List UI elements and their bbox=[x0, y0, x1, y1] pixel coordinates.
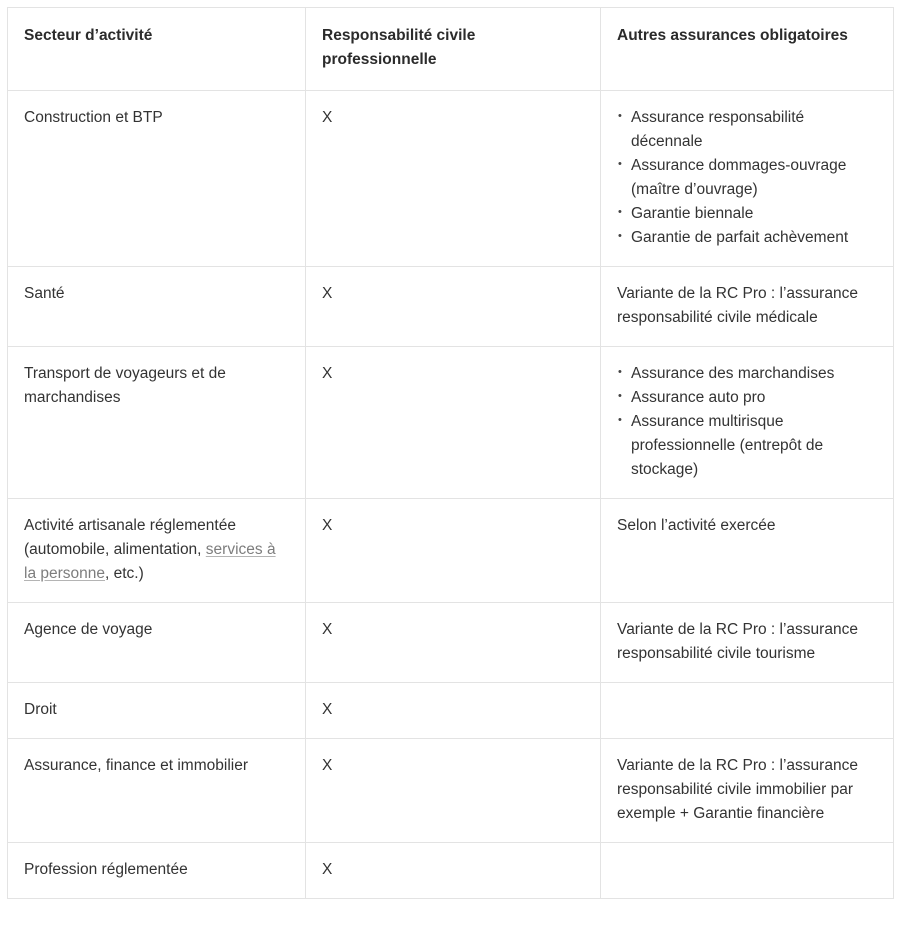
cell-sector bbox=[8, 499, 306, 603]
sector-label: Droit bbox=[24, 701, 57, 719]
rc-pro-mark: X bbox=[322, 701, 333, 719]
table-row bbox=[8, 91, 894, 267]
cell-sector bbox=[8, 603, 306, 683]
list-item: • Assurance des marchandises bbox=[617, 362, 877, 386]
cell-sector bbox=[8, 91, 306, 267]
other-insurances-text bbox=[617, 858, 877, 859]
rc-pro-mark: X bbox=[322, 861, 333, 879]
sector-label: Transport de voyageurs et de marchandises bbox=[24, 365, 226, 407]
sector-label-before: Activité artisanale réglementée (automobile, alimentation, bbox=[24, 517, 236, 559]
cell-other-insurances bbox=[601, 267, 894, 347]
cell-other-insurances bbox=[601, 603, 894, 683]
list-item: • Garantie de parfait achèvement bbox=[617, 226, 877, 250]
table-header-row bbox=[8, 8, 894, 91]
list-item: • Assurance responsabilité décennale bbox=[617, 106, 877, 154]
services-a-la-personne-link[interactable]: services à la personne bbox=[24, 541, 276, 583]
sector-label: Agence de voyage bbox=[24, 621, 153, 639]
cell-sector bbox=[8, 267, 306, 347]
table-row bbox=[8, 347, 894, 499]
other-insurances-text: Selon l’activité exercée bbox=[617, 517, 776, 535]
table-row bbox=[8, 739, 894, 843]
sector-label: Profession réglementée bbox=[24, 861, 188, 879]
cell-rc-pro bbox=[306, 267, 601, 347]
cell-other-insurances bbox=[601, 91, 894, 267]
cell-sector bbox=[8, 843, 306, 899]
table-row bbox=[8, 267, 894, 347]
rc-pro-mark: X bbox=[322, 621, 333, 639]
table-container bbox=[7, 7, 893, 899]
table-header bbox=[8, 8, 894, 91]
cell-sector bbox=[8, 739, 306, 843]
cell-rc-pro bbox=[306, 603, 601, 683]
cell-rc-pro bbox=[306, 91, 601, 267]
table-row bbox=[8, 683, 894, 739]
rc-pro-mark: X bbox=[322, 109, 333, 127]
column-header-other-insurances: Autres assurances obligatoires bbox=[601, 8, 894, 91]
other-insurances-text: Variante de la RC Pro : l’assurance responsabilité civile médicale bbox=[617, 285, 858, 327]
cell-rc-pro bbox=[306, 347, 601, 499]
table-body bbox=[8, 91, 894, 899]
list-item: • Assurance dommages-ouvrage (maître d’ouvrage) bbox=[617, 154, 877, 202]
other-insurances-list bbox=[617, 362, 877, 482]
table-row bbox=[8, 843, 894, 899]
rc-pro-mark: X bbox=[322, 517, 333, 535]
table-row bbox=[8, 603, 894, 683]
cell-other-insurances bbox=[601, 739, 894, 843]
table-row bbox=[8, 499, 894, 603]
cell-other-insurances bbox=[601, 499, 894, 603]
column-header-rc-pro: Responsabilité civile professionnelle bbox=[306, 8, 601, 91]
list-item: • Garantie biennale bbox=[617, 202, 877, 226]
column-header-sector: Secteur d’activité bbox=[8, 8, 306, 91]
list-item: • Assurance multirisque professionnelle (entrepôt de stockage) bbox=[617, 410, 877, 482]
cell-rc-pro bbox=[306, 739, 601, 843]
cell-other-insurances bbox=[601, 347, 894, 499]
other-insurances-text: Variante de la RC Pro : l’assurance responsabilité civile tourisme bbox=[617, 621, 858, 663]
rc-pro-mark: X bbox=[322, 757, 333, 775]
professional-insurance-table bbox=[7, 7, 894, 899]
cell-other-insurances bbox=[601, 843, 894, 899]
rc-pro-mark: X bbox=[322, 365, 333, 383]
cell-rc-pro bbox=[306, 683, 601, 739]
sector-label: Santé bbox=[24, 285, 65, 303]
cell-other-insurances bbox=[601, 683, 894, 739]
cell-sector bbox=[8, 347, 306, 499]
cell-rc-pro bbox=[306, 499, 601, 603]
sector-label: Assurance, finance et immobilier bbox=[24, 757, 248, 775]
cell-rc-pro bbox=[306, 843, 601, 899]
sector-label: Construction et BTP bbox=[24, 109, 163, 127]
cell-sector bbox=[8, 683, 306, 739]
other-insurances-text bbox=[617, 698, 877, 699]
list-item: • Assurance auto pro bbox=[617, 386, 877, 410]
other-insurances-text: Variante de la RC Pro : l’assurance responsabilité civile immobilier par exemple + Garantie financière bbox=[617, 757, 858, 823]
other-insurances-list bbox=[617, 106, 877, 250]
sector-label bbox=[24, 514, 289, 586]
sector-label-after: , etc.) bbox=[105, 565, 144, 583]
rc-pro-mark: X bbox=[322, 285, 333, 303]
